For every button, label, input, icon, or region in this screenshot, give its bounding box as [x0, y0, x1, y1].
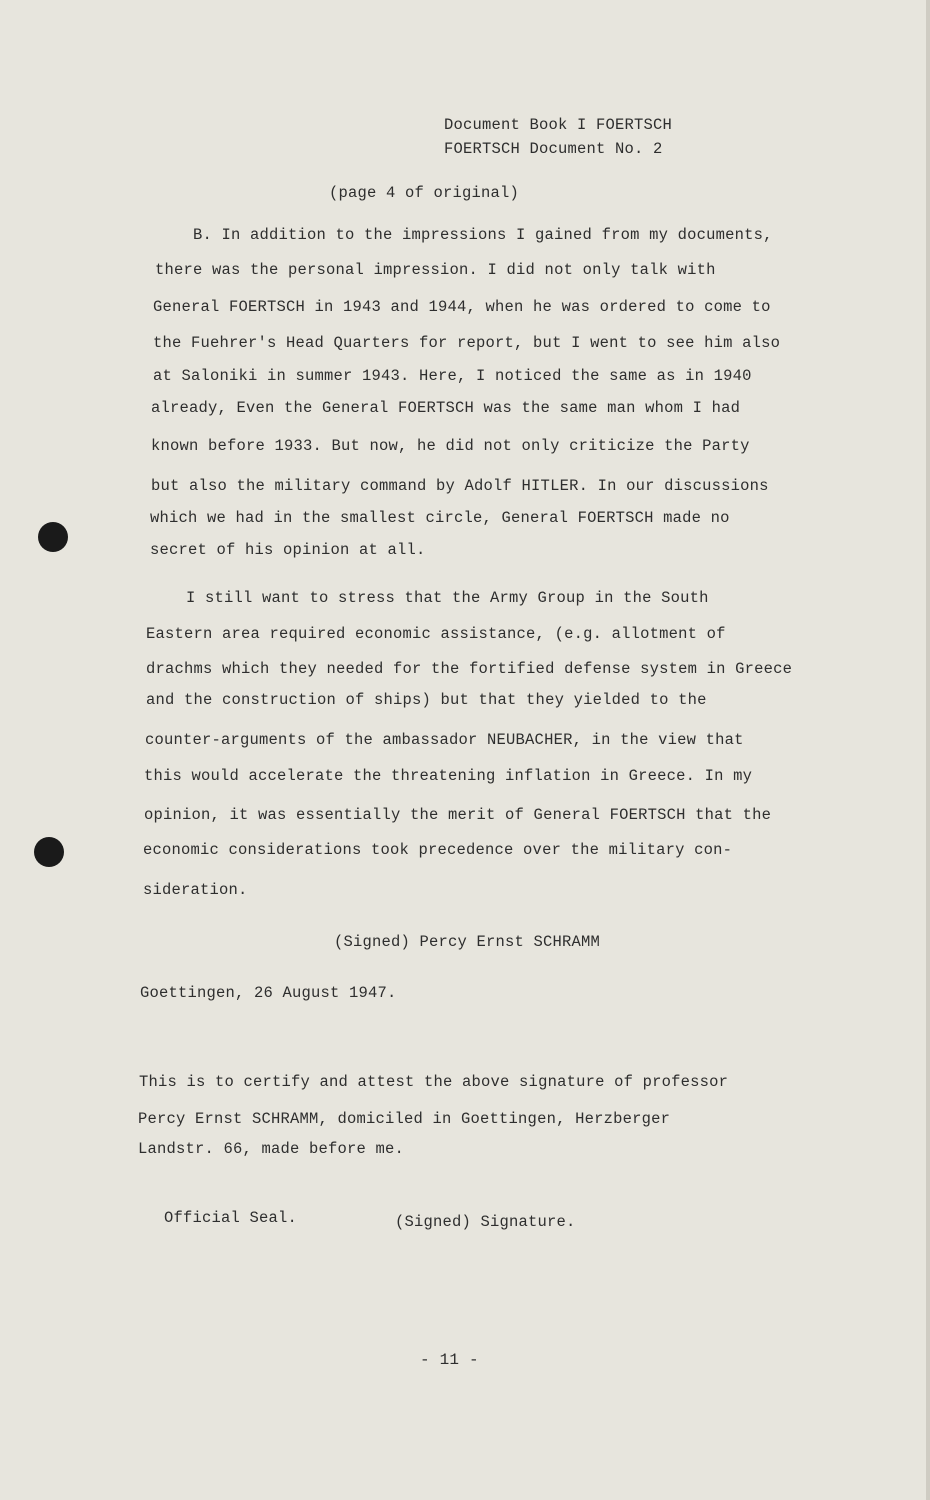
paragraph2-line: opinion, it was essentially the merit of General FOERTSCH that the [144, 806, 772, 824]
paragraph1-line: B. In addition to the impressions I gained from my documents, [193, 226, 773, 244]
header-document-number: FOERTSCH Document No. 2 [444, 140, 663, 158]
page-edge [926, 0, 930, 1500]
signed-signature-label: (Signed) Signature. [395, 1213, 576, 1231]
paragraph2-line: I still want to stress that the Army Group in the South [186, 589, 709, 607]
header-document-book: Document Book I FOERTSCH [444, 116, 673, 134]
paragraph2-line: sideration. [143, 881, 248, 899]
paragraph2-line: this would accelerate the threatening inflation in Greece. In my [144, 767, 753, 785]
paragraph1-line: secret of his opinion at all. [150, 541, 426, 559]
paragraph1-line: but also the military command by Adolf HITLER. In our discussions [151, 477, 769, 495]
certification-line: Landstr. 66, made before me. [138, 1140, 405, 1158]
paragraph1-line: at Saloniki in summer 1943. Here, I noticed the same as in 1940 [153, 367, 752, 385]
paragraph1-line: the Fuehrer's Head Quarters for report, but I went to see him also [153, 334, 781, 352]
certification-line: Percy Ernst SCHRAMM, domiciled in Goettingen, Herzberger [138, 1110, 671, 1128]
paragraph1-line: there was the personal impression. I did not only talk with [155, 261, 716, 279]
punch-hole-lower [34, 837, 64, 867]
place-and-date: Goettingen, 26 August 1947. [140, 984, 397, 1002]
paragraph1-line: already, Even the General FOERTSCH was the same man whom I had [151, 399, 741, 417]
certification-line: This is to certify and attest the above signature of professor [139, 1073, 729, 1091]
paragraph1-line: known before 1933. But now, he did not only criticize the Party [151, 437, 750, 455]
paragraph2-line: Eastern area required economic assistance, (e.g. allotment of [146, 625, 726, 643]
official-seal-label: Official Seal. [164, 1209, 298, 1227]
punch-hole-upper [38, 522, 68, 552]
page-number: - 11 - [420, 1351, 479, 1369]
paragraph2-line: counter-arguments of the ambassador NEUBACHER, in the view that [145, 731, 744, 749]
paragraph2-line: and the construction of ships) but that they yielded to the [146, 691, 707, 709]
paragraph2-line: economic considerations took precedence over the military con- [143, 841, 733, 859]
paragraph1-line: which we had in the smallest circle, General FOERTSCH made no [150, 509, 730, 527]
paragraph2-line: drachms which they needed for the fortified defense system in Greece [146, 660, 793, 678]
page-reference: (page 4 of original) [329, 184, 520, 202]
paragraph1-line: General FOERTSCH in 1943 and 1944, when he was ordered to come to [153, 298, 771, 316]
signature-line: (Signed) Percy Ernst SCHRAMM [334, 933, 601, 951]
